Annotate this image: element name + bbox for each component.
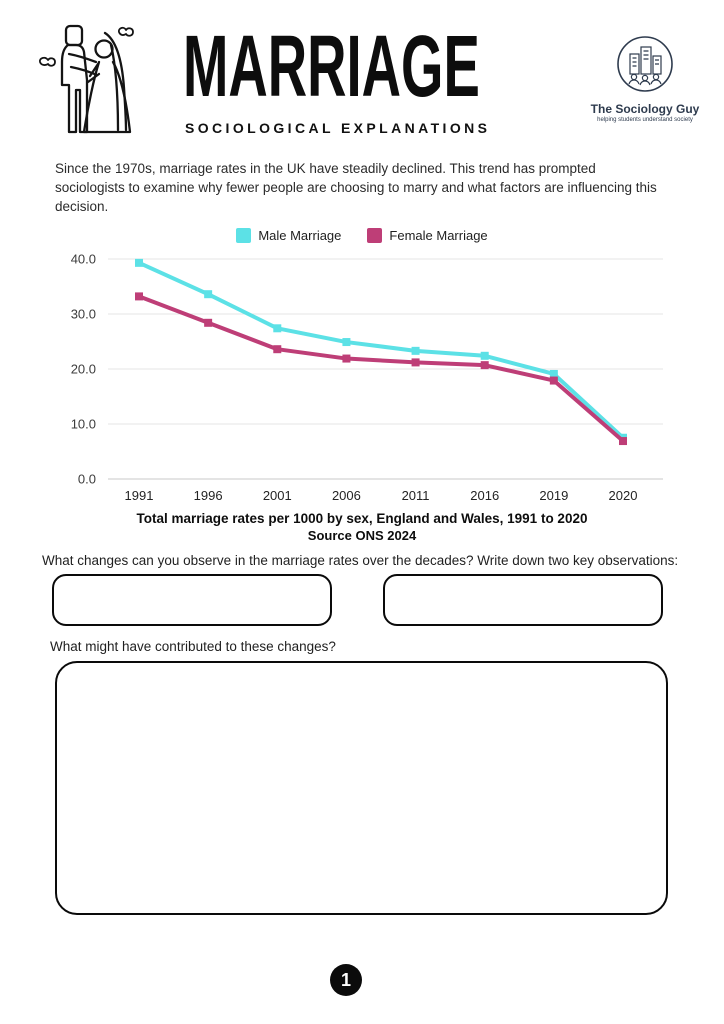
female-legend-swatch	[367, 228, 382, 243]
chart-source: Source ONS 2024	[307, 527, 417, 543]
chart-caption: Total marriage rates per 1000 by sex, England and Wales, 1991 to 2020	[136, 510, 588, 526]
svg-text:2006: 2006	[331, 487, 361, 503]
svg-text:2011: 2011	[401, 487, 430, 503]
intro-paragraph: Since the 1970s, marriage rates in the UK have steadily declined. This trend has prompted sociologists to examine why fewer people are choosing to marry and what factors are influencing this decision.	[55, 161, 657, 214]
marriage-rates-line-chart	[28, 245, 696, 505]
page-title: MARRIAGE	[183, 18, 480, 116]
chart-caption-block	[0, 511, 724, 543]
chart-legend	[0, 227, 724, 245]
header	[0, 0, 724, 150]
male-legend-swatch	[236, 228, 251, 243]
chart-section	[0, 227, 724, 543]
observation-boxes-row	[52, 574, 663, 626]
wedding-couple-icon	[38, 18, 140, 144]
question-observations: What changes can you observe in the marriage rates over the decades? Write down two key observations:	[42, 552, 679, 568]
legend-item-male	[236, 228, 341, 243]
observation-box-2[interactable]	[383, 574, 663, 626]
page-number-badge	[330, 964, 362, 996]
contributions-answer-box[interactable]	[55, 661, 668, 915]
sociology-guy-logo	[582, 34, 708, 123]
question-contributions: What might have contributed to these changes?	[50, 638, 336, 654]
svg-text:2016: 2016	[470, 487, 500, 503]
svg-text:40.0: 40.0	[70, 251, 96, 267]
svg-text:1991: 1991	[124, 487, 154, 503]
logo-name: The Sociology Guy	[590, 102, 700, 116]
observation-box-1[interactable]	[52, 574, 332, 626]
svg-text:20.0: 20.0	[70, 361, 96, 377]
svg-text:30.0: 30.0	[70, 306, 96, 322]
logo-city-icon	[615, 34, 675, 94]
svg-text:2001: 2001	[262, 487, 292, 503]
svg-text:2019: 2019	[539, 487, 569, 503]
legend-item-female	[367, 228, 487, 243]
svg-text:2020: 2020	[608, 487, 638, 503]
logo-tagline: helping students understand society	[597, 117, 693, 123]
female-legend-label: Female Marriage	[389, 228, 488, 244]
svg-text:0.0: 0.0	[77, 471, 96, 487]
page-number: 1	[340, 969, 351, 990]
svg-text:10.0: 10.0	[70, 416, 96, 432]
svg-text:1996: 1996	[193, 487, 223, 503]
page-subtitle: SOCIOLOGICAL EXPLANATIONS	[185, 120, 491, 136]
male-legend-label: Male Marriage	[258, 228, 342, 244]
title-block	[183, 18, 513, 136]
